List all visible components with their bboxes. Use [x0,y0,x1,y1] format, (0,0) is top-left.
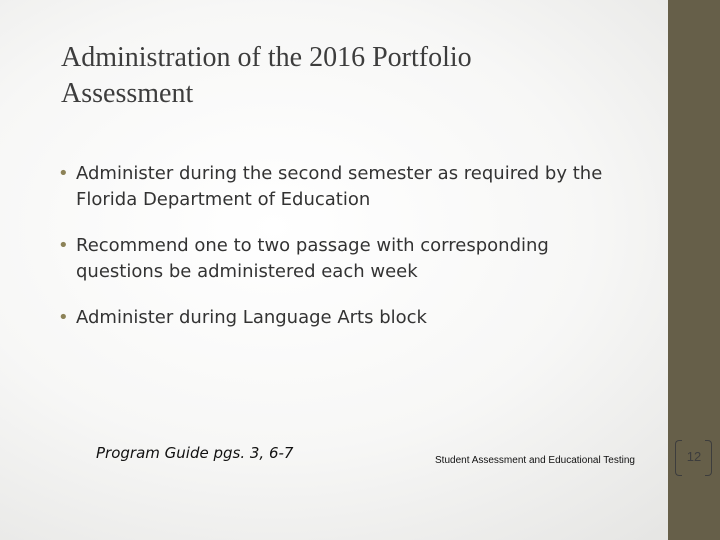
program-guide-reference: Program Guide pgs. 3, 6-7 [96,444,294,462]
page-number: 12 [686,449,702,464]
bullet-item [58,305,658,331]
page-number-bracket-right-icon [705,440,712,476]
bullet-marker-icon: • [58,307,69,328]
bullet-item [58,161,658,213]
slide-title [61,40,651,112]
bullet-item [58,233,658,285]
footer-text: Student Assessment and Educational Testing [435,455,635,466]
bullet-text-line: Administer during Language Arts block [76,307,427,328]
bullet-marker-icon: • [58,163,69,184]
bullet-text-line: Administer during the second semester as required by the [76,163,603,184]
slide-title-line-2: Assessment [61,78,194,109]
slide-title-line-1: Administration of the 2016 Portfolio [61,42,472,73]
bullet-list [58,161,658,351]
bullet-text-line: Recommend one to two passage with corresponding [76,235,549,256]
bullet-text-line: questions be administered each week [76,261,418,282]
bullet-marker-icon: • [58,235,69,256]
page-number-bracket-left-icon [675,440,682,476]
bullet-text-line: Florida Department of Education [76,189,371,210]
